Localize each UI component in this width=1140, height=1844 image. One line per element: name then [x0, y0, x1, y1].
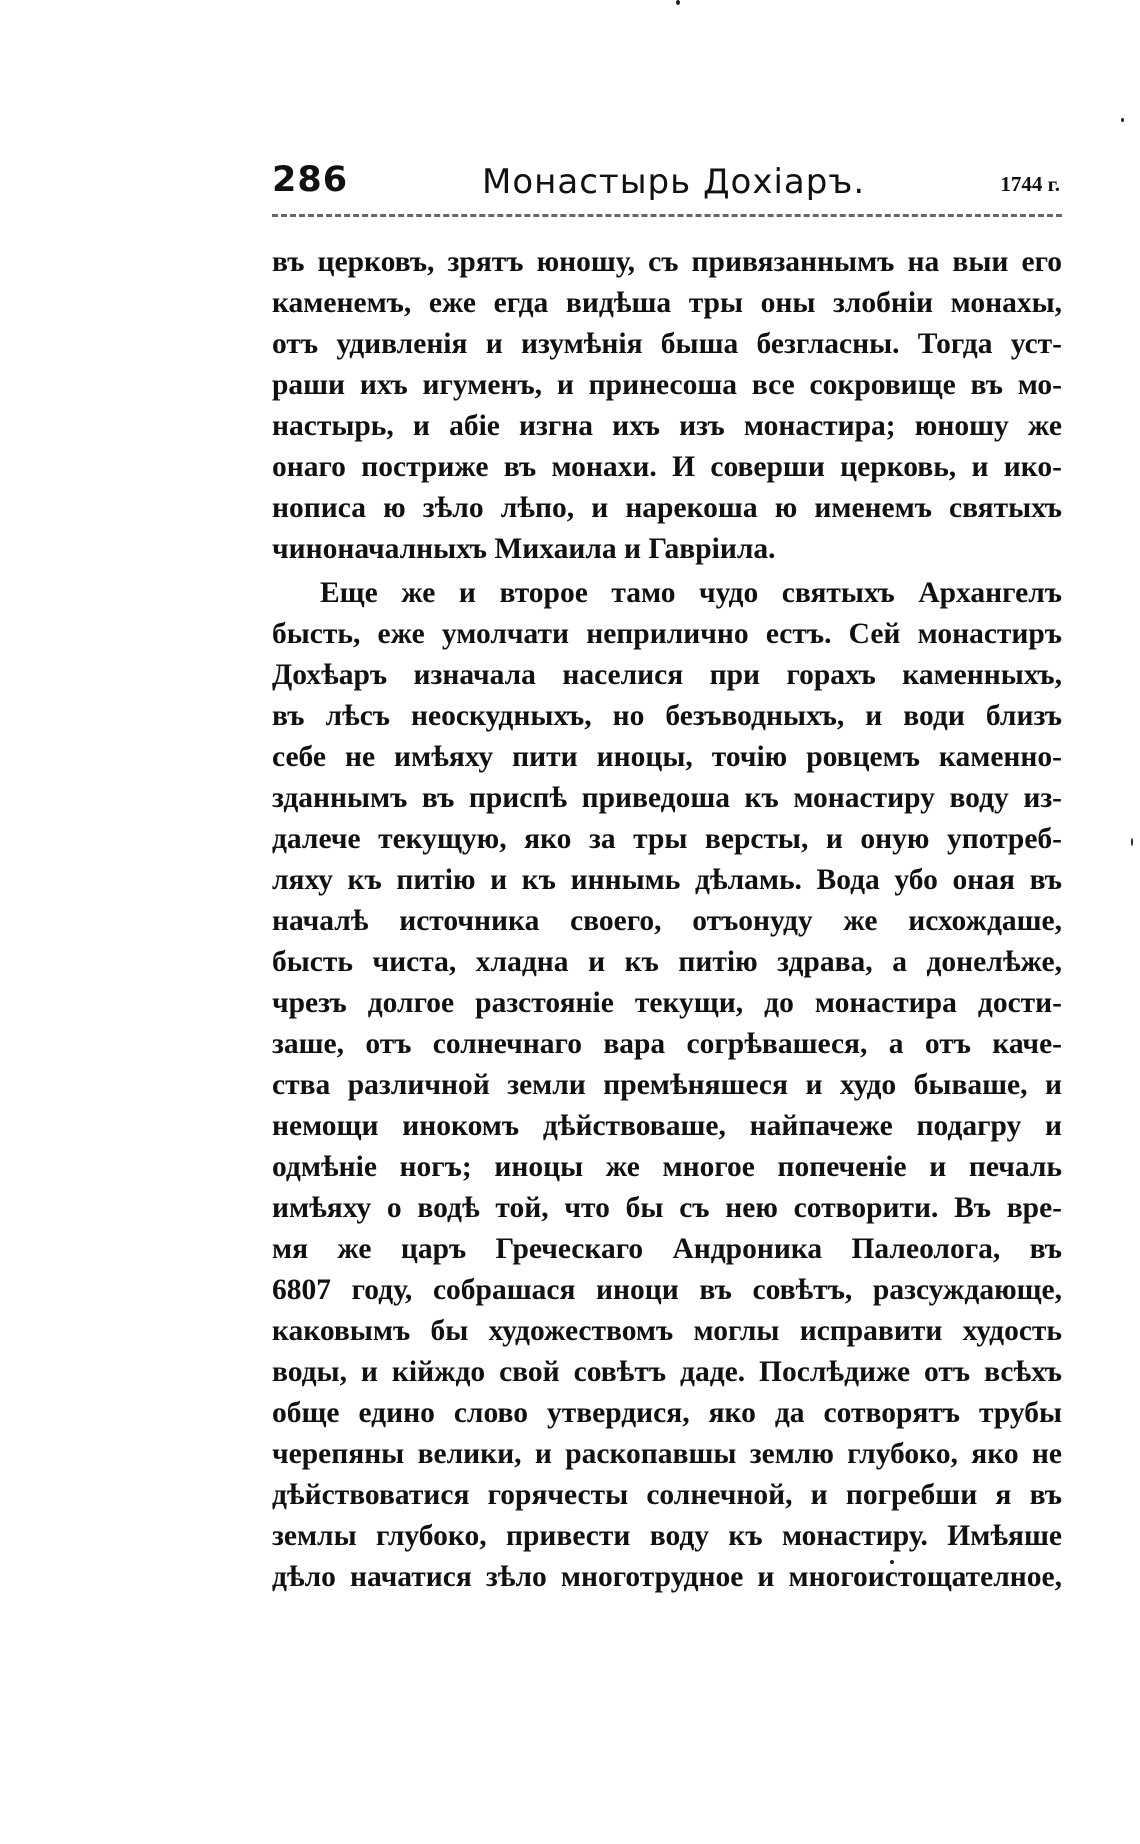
body-text	[272, 242, 1062, 1598]
text-line: мя же царъ Греческаго Андроника Палеолога, въ	[272, 1233, 1062, 1265]
page-number: 286	[272, 160, 349, 200]
text-line: обще едино слово утвердися, яко да сотворятъ трубы	[272, 1397, 1062, 1429]
text-line: 6807 году, собрашася иноци въ совѣтъ, разсуждающе,	[272, 1274, 1062, 1306]
text-line: черепяны велики, и раскопавшы землю глубоко, яко не	[272, 1438, 1062, 1470]
text-line: въ лѣсъ неоскудныхъ, но безъводныхъ, и води близъ	[272, 700, 1062, 732]
text-line: дѣло начатися зѣло многотрудное и многоистощателное,	[272, 1561, 1062, 1593]
text-line: онаго постриже въ монахи. И соверши церковь, и ико-	[272, 451, 1062, 483]
speck-right-2	[1131, 838, 1133, 846]
text-line: ляху къ питію и къ иннымь дѣламь. Вода убо оная въ	[272, 864, 1062, 896]
text-line: раши ихъ игуменъ, и принесоша все сокровище въ мо-	[272, 369, 1062, 401]
text-line: дѣйствоватися горячесты солнечной, и погребши я въ	[272, 1479, 1062, 1511]
text-line: чрезъ долгое разстояніе текущи, до монастира дости-	[272, 987, 1062, 1019]
text-line: далече текущую, яко за тры версты, и оную употреб-	[272, 823, 1062, 855]
paragraph-2	[272, 573, 1062, 1598]
text-line: чиноначалныхъ Михаила и Гавріила.	[272, 533, 776, 565]
text-line: воды, и кійждо свой совѣтъ даде. Послѣдиже отъ всѣхъ	[272, 1356, 1062, 1388]
text-line: бысть чиста, хладна и къ питію здрава, а донелѣже,	[272, 946, 1062, 978]
text-line: зданнымъ въ приспѣ приведоша къ монастиру воду из-	[272, 782, 1062, 814]
text-line: нописа ю зѣло лѣпо, и нарекоша ю именемъ святыхъ	[272, 492, 1062, 524]
text-line: Еще же и второе тамо чудо святыхъ Архангелъ	[320, 577, 1062, 609]
header-rule	[272, 214, 1062, 221]
header-year: 1744 г.	[1000, 172, 1060, 196]
text-line: отъ удивленія и изумѣнія быша безгласны. Тогда уст-	[272, 328, 1062, 360]
text-line: въ церковъ, зрятъ юношу, съ привязаннымъ на выи его	[272, 246, 1062, 278]
text-line: имѣяху о водѣ той, что бы съ нею сотворити. Въ вре-	[272, 1192, 1062, 1224]
page-header	[272, 160, 1062, 210]
text-line: каменемъ, еже егда видѣша тры оны злобніи монахы,	[272, 287, 1062, 319]
paragraph-1	[272, 242, 1062, 570]
text-line: каковымъ бы художествомъ моглы исправити худость	[272, 1315, 1062, 1347]
text-line: заше, отъ солнечнаго вара согрѣвашеся, а отъ каче-	[272, 1028, 1062, 1060]
text-line: настырь, и абіе изгна ихъ изъ монастира; юношу же	[272, 410, 1062, 442]
text-line: бысть, еже умолчати неприлично естъ. Сей монастиръ	[272, 618, 1062, 650]
speck-top	[676, 0, 680, 5]
text-line: Дохѣаръ изначала населися при горахъ каменныхъ,	[272, 659, 1062, 691]
text-line: землы глубоко, привести воду къ монастиру. Имѣяше	[272, 1520, 1062, 1552]
text-line: началѣ источника своего, отъонуду же исхождаше,	[272, 905, 1062, 937]
text-line: немощи инокомъ дѣйствоваше, найпачеже подагру и	[272, 1110, 1062, 1142]
text-line: себе не имѣяху пити иноцы, точію ровцемъ каменно-	[272, 741, 1062, 773]
text-line: ства различной земли премѣняшеся и худо бываше, и	[272, 1069, 1062, 1101]
speck-right-1	[1121, 118, 1124, 122]
running-title: Монастырь Дохіаръ.	[482, 162, 866, 202]
text-line: одмѣніе ногъ; иноцы же многое попеченіе и печаль	[272, 1151, 1062, 1183]
